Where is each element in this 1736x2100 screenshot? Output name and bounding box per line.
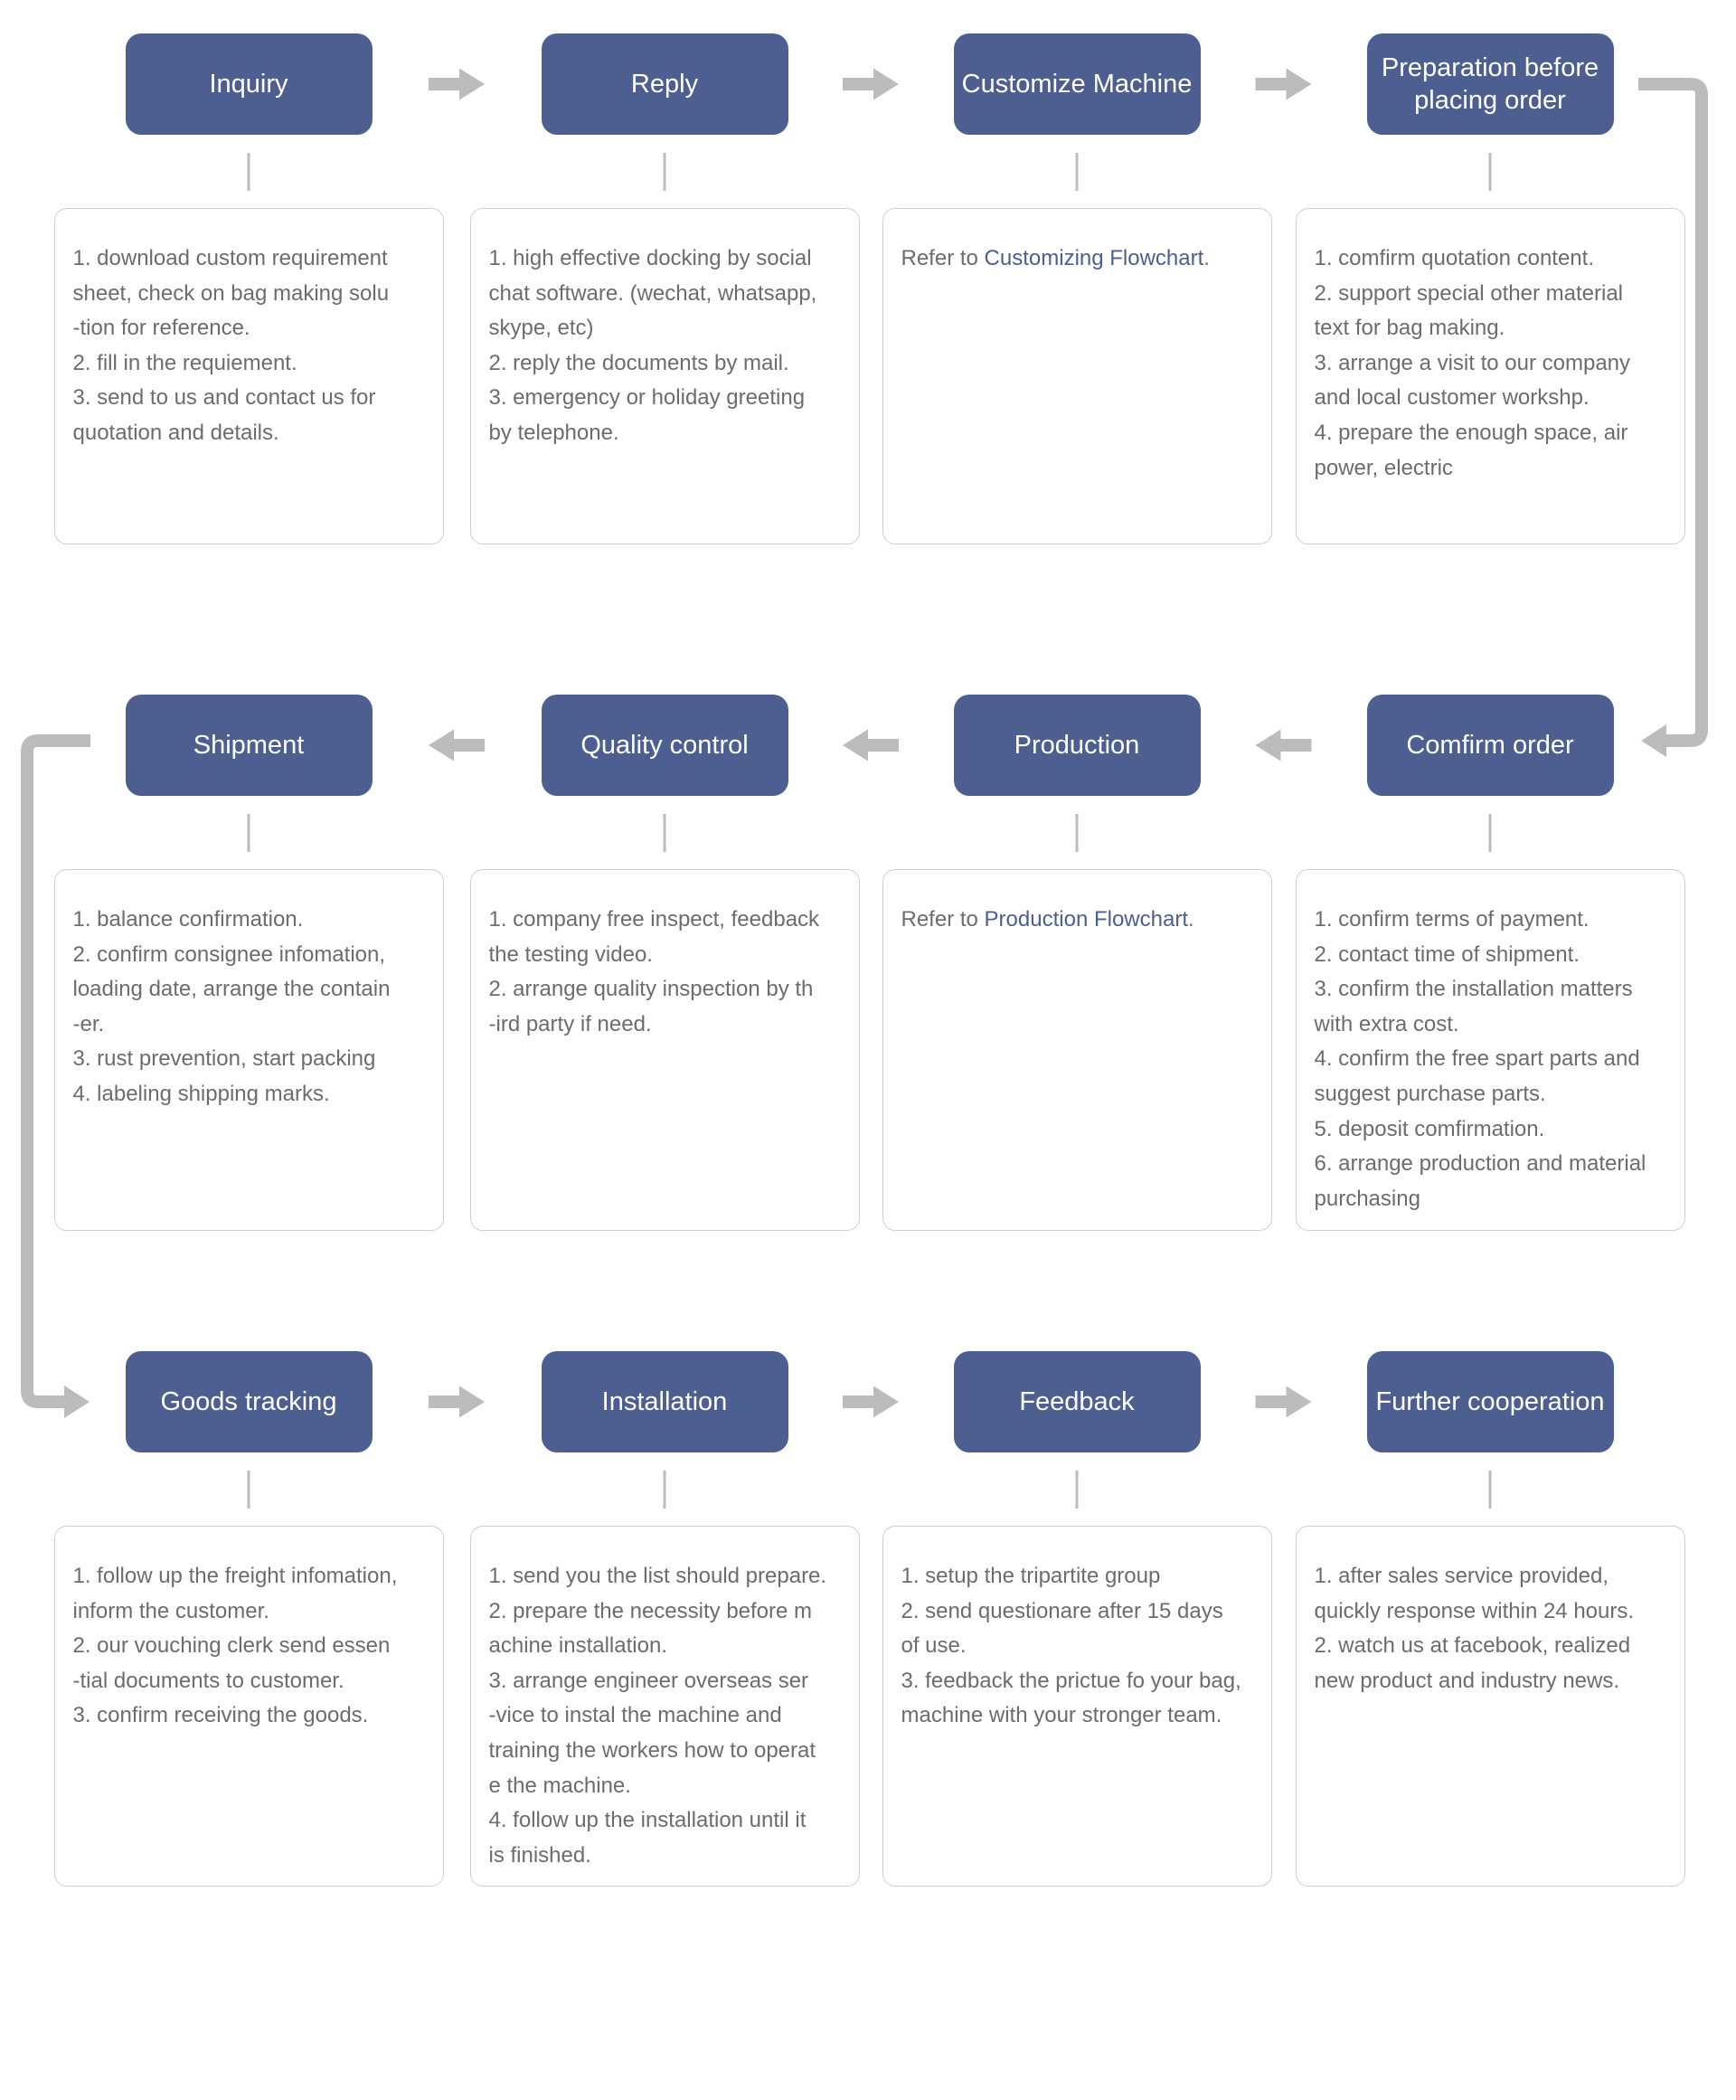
description-line: 3. arrange engineer overseas ser <box>488 1668 809 1693</box>
step-preparation-before-placing-order <box>1367 33 1614 135</box>
description-line: -tial documents to customer. <box>72 1668 344 1693</box>
description-line: 1. high effective docking by social <box>488 246 812 270</box>
reference-prefix: Refer to <box>901 246 985 270</box>
flow-arrow-icon <box>429 69 485 100</box>
description-line: 2. watch us at facebook, realized <box>1314 1633 1631 1659</box>
description-line: -er. <box>72 1011 105 1036</box>
step-label: Feedback <box>1019 1387 1135 1416</box>
description-line: 1. setup the tripartite group <box>901 1564 1161 1588</box>
description-line: 3. arrange a visit to our company <box>1314 350 1631 375</box>
description-line: 4. labeling shipping marks. <box>72 1081 330 1106</box>
description-line: text for bag making. <box>1314 316 1505 341</box>
description-box-production <box>882 869 1272 1231</box>
flow-arrow-icon <box>1256 69 1312 100</box>
description-line: sheet, check on bag making solu <box>72 280 390 306</box>
description-line: 3. send to us and contact us for <box>72 385 376 411</box>
description-box-preparation-before-placing-order <box>1296 208 1685 544</box>
description-line: 3. emergency or holiday greeting <box>488 385 806 411</box>
step-label: Production <box>1014 731 1140 760</box>
description-line: 5. deposit comfirmation. <box>1314 1116 1545 1141</box>
description-line: achine installation. <box>488 1633 667 1659</box>
description-line: 1. company free inspect, feedback <box>488 907 820 932</box>
description-line: 2. support special other material <box>1314 280 1624 306</box>
step-customize-machine <box>954 33 1201 135</box>
description-line: 2. fill in the requiement. <box>72 350 297 375</box>
step-goods-tracking <box>126 1351 373 1452</box>
description-line: skype, etc) <box>488 316 594 341</box>
description-line: e the machine. <box>488 1773 631 1798</box>
description-line: 1. balance confirmation. <box>72 907 304 932</box>
return-connector-right-head-icon <box>1641 724 1666 757</box>
description-line: quotation and details. <box>72 420 279 445</box>
description-line: 2. send questionare after 15 days <box>901 1598 1223 1623</box>
description-line: 1. send you the list should prepare. <box>488 1564 827 1588</box>
description-line: purchasing <box>1314 1186 1420 1211</box>
description-box-further-cooperation <box>1296 1526 1685 1887</box>
flow-arrow-icon <box>843 69 899 100</box>
description-line: 2. our vouching clerk send essen <box>72 1633 391 1659</box>
description-line: 1. download custom requirement <box>72 246 388 270</box>
description-box-goods-tracking <box>54 1526 444 1887</box>
reference-prefix: Refer to <box>901 907 985 932</box>
description-line: the testing video. <box>488 941 653 967</box>
description-box-customize-machine <box>882 208 1272 544</box>
description-line: 1. confirm terms of payment. <box>1314 907 1590 932</box>
flow-arrow-icon <box>843 1386 899 1418</box>
description-line: -ird party if need. <box>488 1011 652 1036</box>
description-box-feedback <box>882 1526 1272 1887</box>
step-label: Comfirm order <box>1406 731 1574 760</box>
reference-suffix: . <box>1203 246 1210 270</box>
description-line: training the workers how to operat <box>488 1737 816 1763</box>
description-box-comfirm-order <box>1296 869 1685 1231</box>
step-label: Customize Machine <box>961 70 1193 99</box>
description-line: of use. <box>901 1633 967 1659</box>
step-installation <box>542 1351 788 1452</box>
step-shipment <box>126 695 373 796</box>
description-box-shipment <box>54 869 444 1231</box>
step-further-cooperation <box>1367 1351 1614 1452</box>
flow-arrow-icon <box>429 1386 485 1418</box>
description-line: 2. reply the documents by mail. <box>488 350 789 375</box>
return-connector-left-head-icon <box>64 1386 90 1418</box>
flowchart-link[interactable]: Customizing Flowchart <box>984 246 1204 270</box>
description-line: 2. contact time of shipment. <box>1314 941 1580 967</box>
description-line: -tion for reference. <box>72 316 250 341</box>
flowchart-link[interactable]: Production Flowchart <box>984 907 1188 932</box>
description-box-quality-control <box>470 869 860 1231</box>
description-line: is finished. <box>488 1842 591 1868</box>
step-comfirm-order <box>1367 695 1614 796</box>
description-line: with extra cost. <box>1314 1011 1459 1036</box>
description-line: and local customer workshp. <box>1314 385 1590 411</box>
step-label: Reply <box>630 70 699 99</box>
description-line: 1. follow up the freight infomation, <box>72 1564 398 1588</box>
description-line: 2. prepare the necessity before m <box>488 1598 813 1623</box>
description-line: 6. arrange production and material <box>1314 1151 1646 1177</box>
step-label: Inquiry <box>209 70 288 99</box>
reference-line <box>901 241 1262 277</box>
description-line: by telephone. <box>488 420 619 445</box>
flow-arrow-icon <box>843 730 899 761</box>
description-line: 1. after sales service provided, <box>1314 1564 1609 1588</box>
step-label: Installation <box>601 1387 728 1416</box>
description-line: suggest purchase parts. <box>1314 1081 1546 1106</box>
description-line: 3. confirm receiving the goods. <box>72 1703 369 1728</box>
description-line: 1. comfirm quotation content. <box>1314 246 1594 270</box>
description-line: 4. confirm the free spart parts and <box>1314 1046 1640 1072</box>
reference-line <box>901 903 1262 938</box>
description-line: 2. arrange quality inspection by th <box>488 977 814 1002</box>
description-line: 3. confirm the installation matters <box>1314 977 1633 1002</box>
description-line: 2. confirm consignee infomation, <box>72 941 386 967</box>
description-line: inform the customer. <box>72 1598 269 1623</box>
description-line: loading date, arrange the contain <box>72 977 391 1002</box>
step-label: Shipment <box>193 731 305 760</box>
description-line: machine with your stronger team. <box>901 1703 1222 1728</box>
description-line: new product and industry news. <box>1314 1668 1620 1693</box>
description-line: 3. rust prevention, start packing <box>72 1046 376 1072</box>
step-inquiry <box>126 33 373 135</box>
step-label: Preparation before placing order <box>1381 53 1599 115</box>
step-feedback <box>954 1351 1201 1452</box>
step-label: Quality control <box>580 731 749 760</box>
description-box-reply <box>470 208 860 544</box>
description-line: 3. feedback the prictue fo your bag, <box>901 1668 1241 1693</box>
description-box-inquiry <box>54 208 444 544</box>
step-reply <box>542 33 788 135</box>
step-label: Further cooperation <box>1375 1387 1605 1416</box>
description-line: 4. follow up the installation until it <box>488 1808 807 1833</box>
description-line: quickly response within 24 hours. <box>1314 1598 1635 1623</box>
reference-suffix: . <box>1187 907 1194 932</box>
description-line: 4. prepare the enough space, air <box>1314 420 1628 445</box>
description-line: -vice to instal the machine and <box>488 1703 782 1728</box>
flow-arrow-icon <box>429 730 485 761</box>
step-quality-control <box>542 695 788 796</box>
description-line: chat software. (wechat, whatsapp, <box>488 280 817 306</box>
flow-arrow-icon <box>1256 1386 1312 1418</box>
flow-arrow-icon <box>1256 730 1312 761</box>
description-line: power, electric <box>1314 455 1453 480</box>
description-box-installation <box>470 1526 860 1887</box>
step-production <box>954 695 1201 796</box>
step-label: Goods tracking <box>160 1387 337 1416</box>
